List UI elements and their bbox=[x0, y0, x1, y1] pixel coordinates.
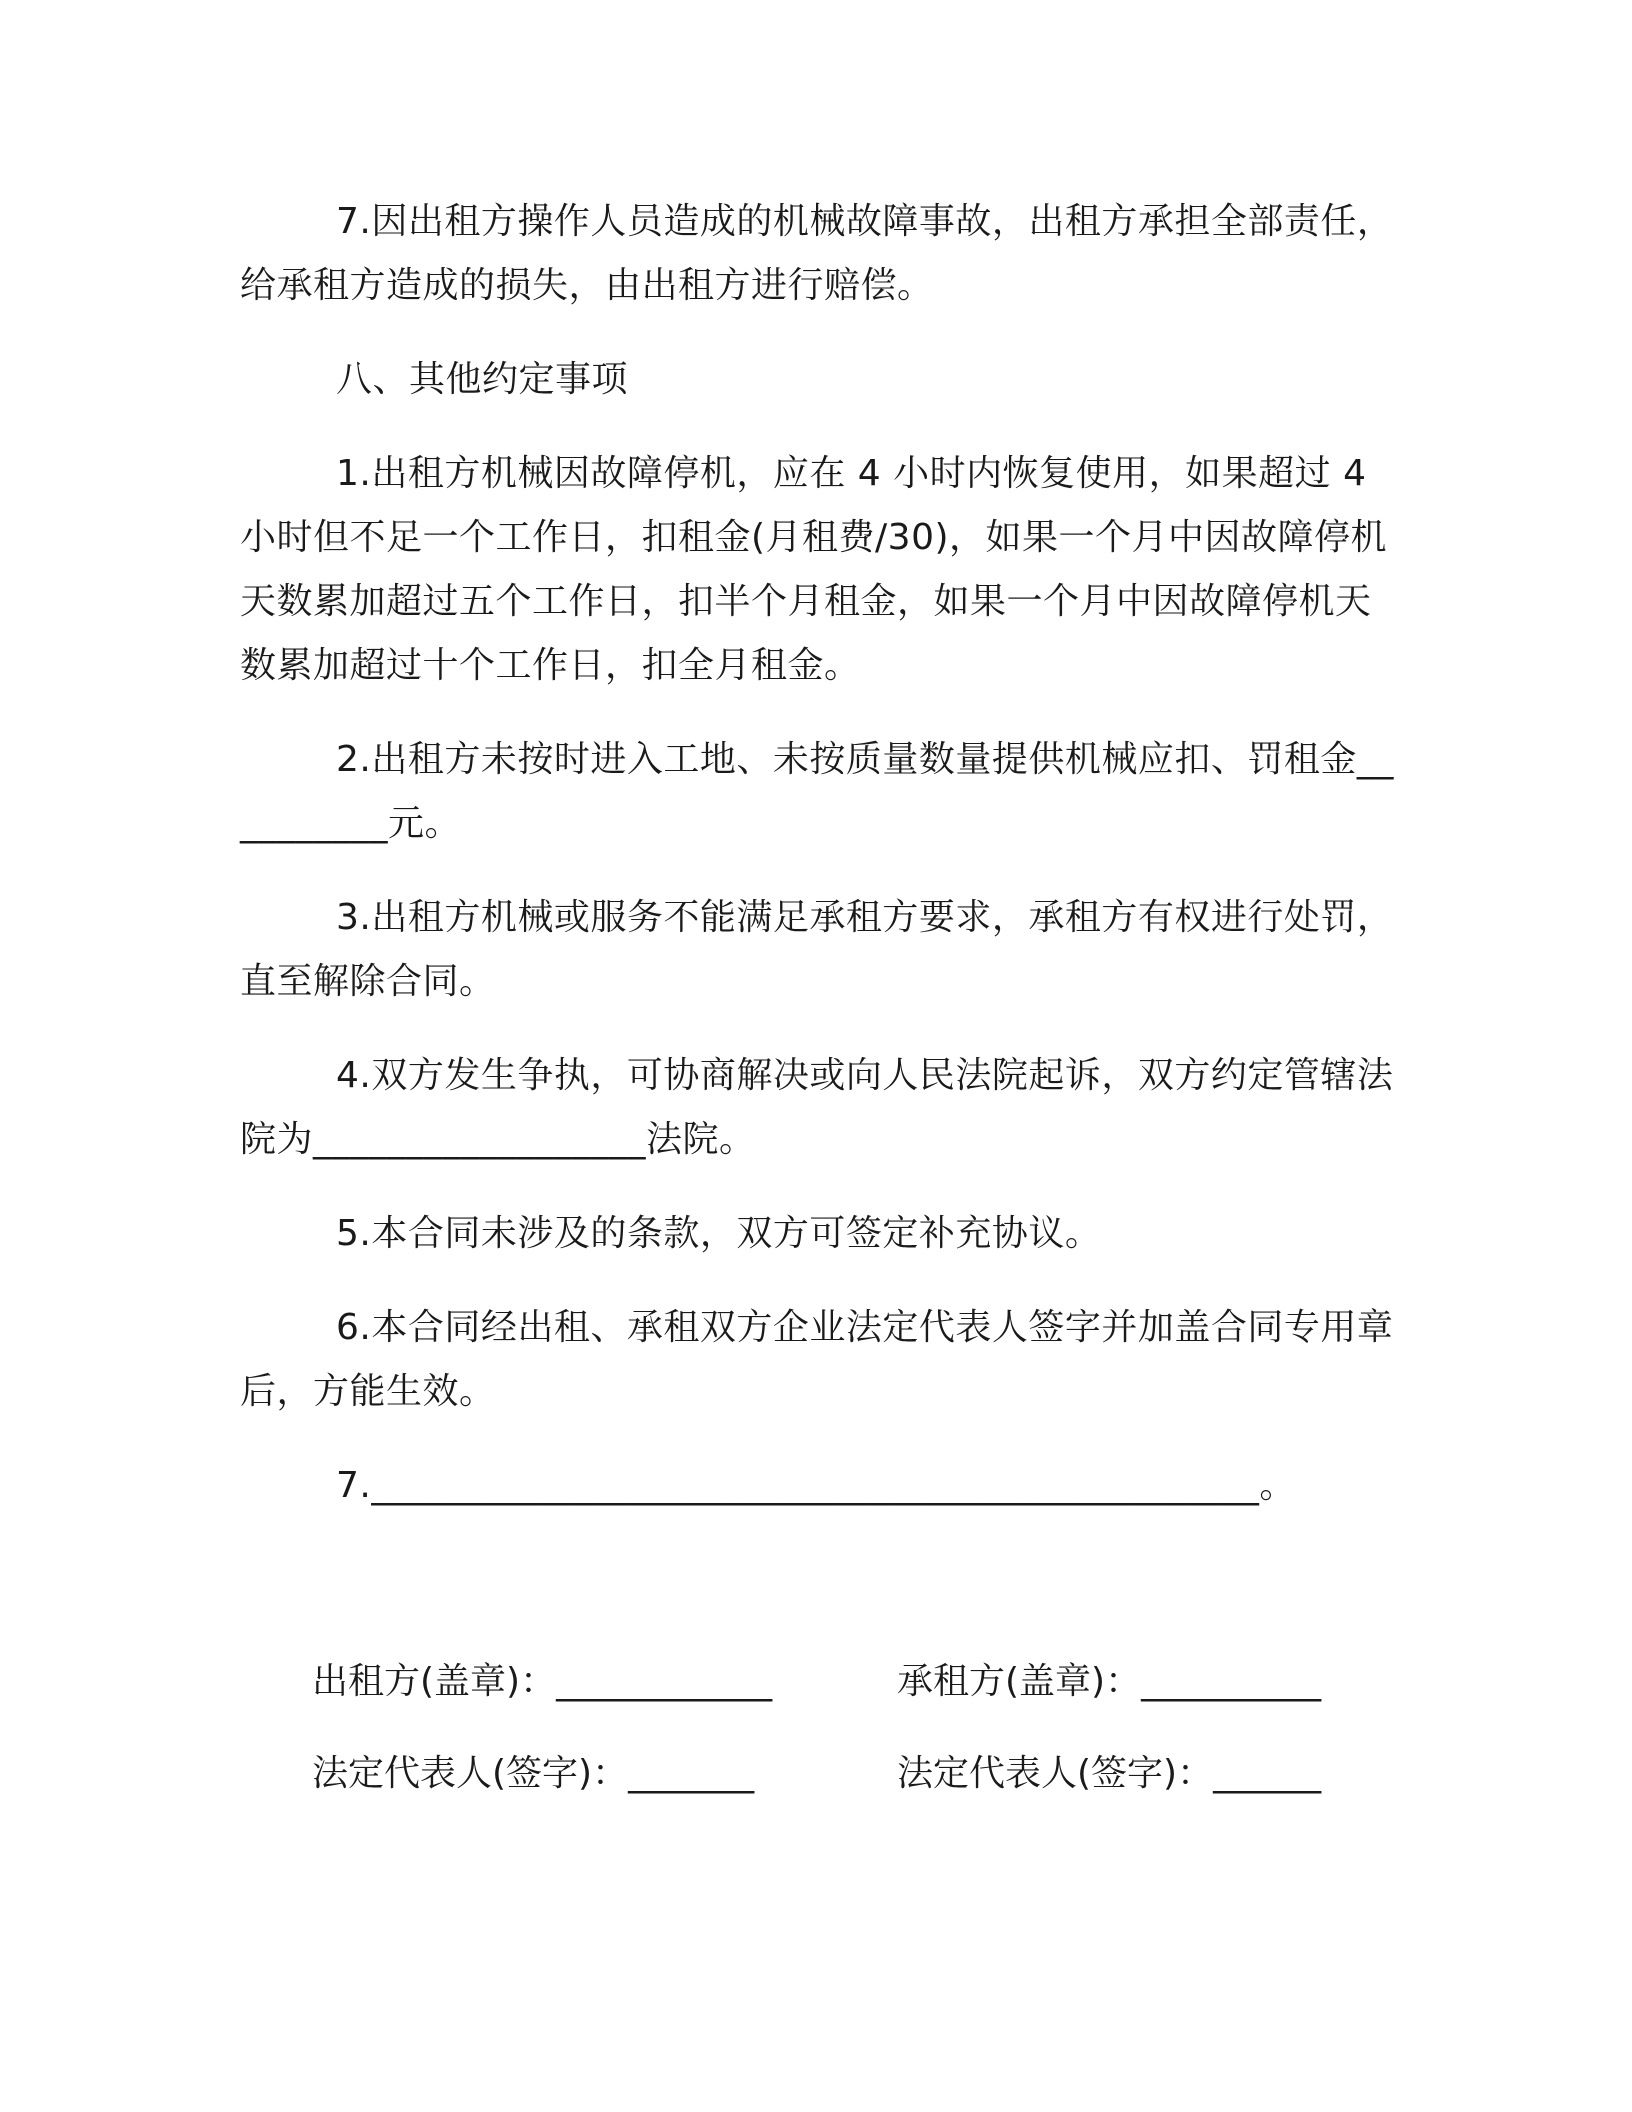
clause-1-downtime: 1.出租方机械因故障停机，应在 4 小时内恢复使用，如果超过 4 小时但不足一个工作日，扣租金(月租费/30)，如果一个月中因故障停机天数累加超过五个工作日，扣半个月租金，如果一个月中因故障停机天数累加超过十个工作日，扣全月租金。 bbox=[240, 453, 1388, 686]
clause-2-penalty: 2.出租方未按时进入工地、未按质量数量提供机械应扣、罚租金__________元。 bbox=[240, 739, 1394, 844]
clause-7-liability: 7.因出租方操作人员造成的机械故障事故，出租方承担全部责任，给承租方造成的损失，由出租方进行赔偿。 bbox=[240, 201, 1394, 306]
clause-4-dispute: 4.双方发生争执，可协商解决或向人民法院起诉，双方约定管辖法院为__________________法院。 bbox=[240, 1055, 1394, 1160]
signature-block bbox=[312, 1650, 1412, 1834]
document-body bbox=[240, 190, 1400, 1548]
signature-row-rep bbox=[312, 1742, 1412, 1806]
section-heading-other-terms: 八、其他约定事项 bbox=[336, 359, 629, 400]
lessee-rep-line: 法定代表人(签字)：______ bbox=[897, 1753, 1322, 1794]
lessor-seal-line: 出租方(盖章)：____________ bbox=[312, 1661, 773, 1702]
clause-7-blank: 7.________________________________________________。 bbox=[336, 1465, 1296, 1506]
lessor-rep-line: 法定代表人(签字)：_______ bbox=[312, 1753, 755, 1794]
clause-5-supplement: 5.本合同未涉及的条款，双方可签定补充协议。 bbox=[336, 1213, 1102, 1254]
clause-6-effect: 6.本合同经出租、承租双方企业法定代表人签字并加盖合同专用章后，方能生效。 bbox=[240, 1307, 1394, 1412]
lessee-seal-line: 承租方(盖章)：__________ bbox=[897, 1661, 1322, 1702]
clause-3-service: 3.出租方机械或服务不能满足承租方要求，承租方有权进行处罚，直至解除合同。 bbox=[240, 897, 1394, 1002]
signature-row-seal bbox=[312, 1650, 1412, 1714]
